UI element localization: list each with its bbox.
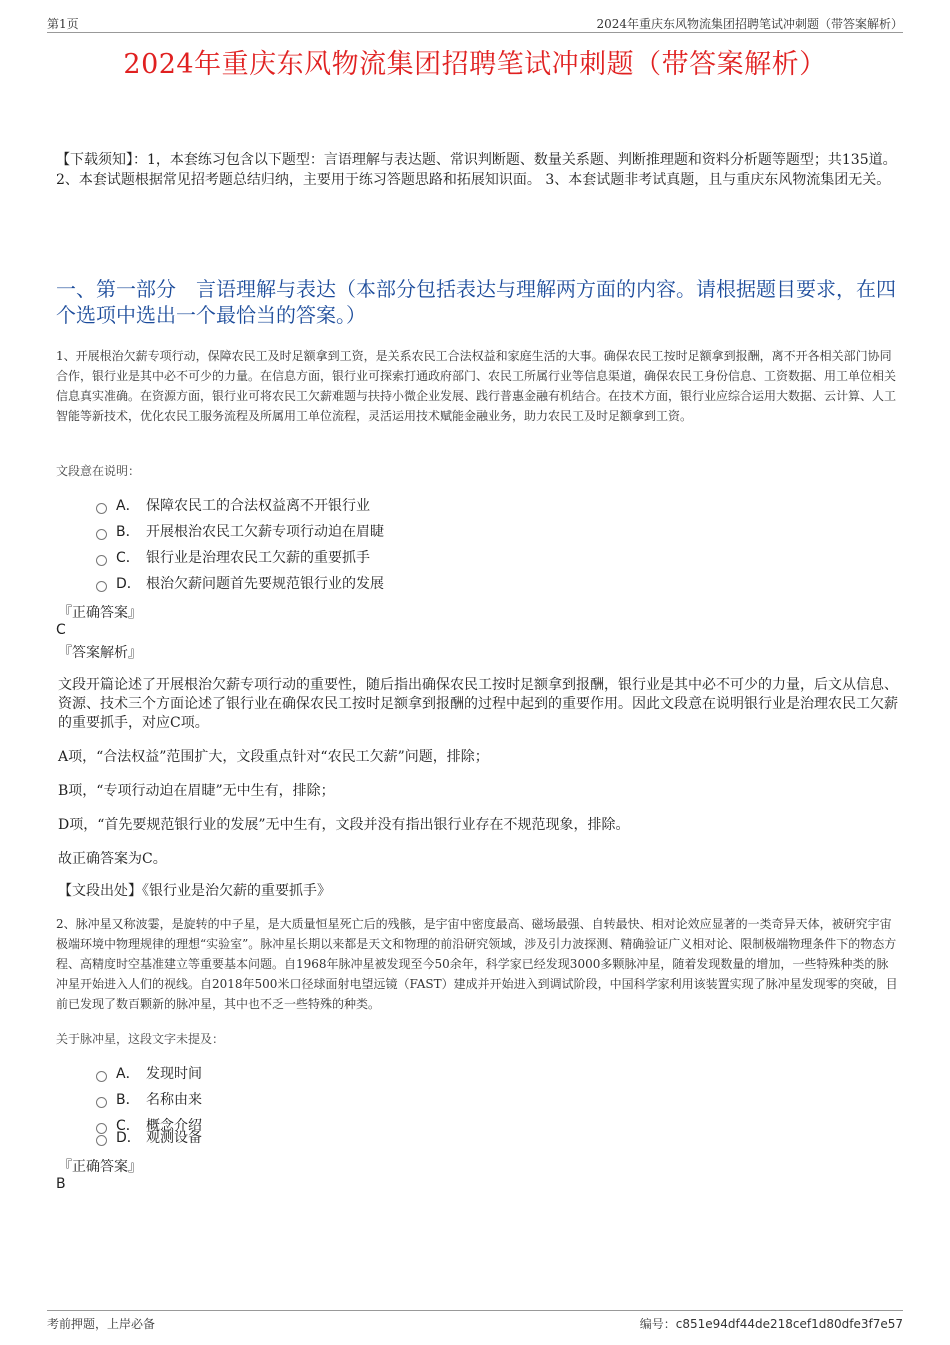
q2-passage: 2、脉冲星又称波霎，是旋转的中子星，是大质量恒星死亡后的残骸，是宇宙中密度最高、磁场最强、自转最快、相对论效应显著的一类奇异天体，被研究宇宙极端环境中物理规律的理想“实验室”。脉冲星长期以来都是天文和物理的前沿研究领域，涉及引力波探测、精确验证广义相对论、限制极端物理条件下的物态方程、高精度时空基准建立等重要基本问题。自1968年脉冲星被发现至今50余年，科学家已经发现3000多颗脉冲星，随着发现数量的增加，一些特殊种类的脉冲星开始进入人们的视线。自2018年500米口径球面射电望远镜（FAST）建成并开始进入到调试阶段，中国科学家利用该装置实现了脉冲星发现零的突破，目前已发现了数百颗新的脉冲星，其中也不乏一些特殊的种类。: [56, 917, 898, 1011]
q1-option-b[interactable]: B． 开展根治农民工欠薪专项行动迫在眉睫: [96, 522, 384, 542]
q2-option-b[interactable]: B． 名称由来: [96, 1090, 202, 1110]
q1-analysis: 文段开篇论述了开展根治欠薪专项行动的重要性，随后指出确保农民工按时足额拿到报酬，银行业是其中必不可少的力量，后文从信息、资源、技术三个方面论述了银行业在确保农民工按时足额拿到报酬的过程中起到的重要作用。因此文段意在说明银行业是治理农民工欠薪的重要抓手，对应C项。: [58, 677, 898, 731]
radio-icon[interactable]: [96, 555, 107, 566]
q2-option-d[interactable]: D． 观测设备: [96, 1128, 202, 1148]
q2-option-a[interactable]: A． 发现时间: [96, 1064, 202, 1084]
section-heading: 一、第一部分 言语理解与表达（本部分包括表达与理解两方面的内容。请根据题目要求，在四个选项中选出一个最恰当的答案。）: [56, 277, 896, 327]
q2-stem: 关于脉冲星，这段文字未提及：: [56, 1032, 225, 1046]
q1-analysis-b: B项，“专项行动迫在眉睫”无中生有，排除；: [58, 783, 335, 799]
radio-icon[interactable]: [96, 1097, 107, 1108]
q2-option-c[interactable]: C． 概念介绍: [96, 1116, 202, 1136]
radio-icon[interactable]: [96, 581, 107, 592]
footer-doc-id: 编号：c851e94df44de218cef1d80dfe3f7e57: [639, 1317, 903, 1331]
q2-answer-label: 『正确答案』: [58, 1159, 142, 1175]
q2-answer: B: [56, 1176, 66, 1192]
q1-answer: C: [56, 622, 66, 638]
download-notice: 【下载须知】：1，本套练习包含以下题型：言语理解与表达题、常识判断题、数量关系题、判断推理题和资料分析题等题型；共135道。 2、本套试题根据常见招考题总结归纳，主要用于练习答题思路和拓展知识面。 3、本套试题非考试真题，且与重庆东风物流集团无关。: [56, 152, 897, 188]
q1-analysis-a: A项，“合法权益”范围扩大，文段重点针对“农民工欠薪”问题，排除；: [58, 749, 489, 765]
header-doc-title: 2024年重庆东风物流集团招聘笔试冲刺题（带答案解析）: [596, 17, 903, 31]
radio-icon[interactable]: [96, 1135, 107, 1146]
radio-icon[interactable]: [96, 529, 107, 540]
q1-analysis-label: 『答案解析』: [58, 645, 142, 661]
q1-option-c[interactable]: C． 银行业是治理农民工欠薪的重要抓手: [96, 548, 370, 568]
page-number: 第1页: [47, 17, 79, 31]
q1-option-d[interactable]: D． 根治欠薪问题首先要规范银行业的发展: [96, 574, 384, 594]
q1-analysis-d: D项，“首先要规范银行业的发展”无中生有，文段并没有指出银行业存在不规范现象，排除。: [58, 817, 630, 833]
footer-slogan: 考前押题，上岸必备: [47, 1317, 156, 1331]
q1-answer-label: 『正确答案』: [58, 605, 142, 621]
q1-source: 【文段出处】《银行业是治欠薪的重要抓手》: [58, 883, 331, 899]
radio-icon[interactable]: [96, 503, 107, 514]
q1-passage: 1、开展根治欠薪专项行动，保障农民工及时足额拿到工资，是关系农民工合法权益和家庭生活的大事。确保农民工按时足额拿到报酬，离不开各相关部门协同合作，银行业是其中必不可少的力量。在信息方面，银行业可探索打通政府部门、农民工所属行业等信息渠道，确保农民工身份信息、工资数据、用工单位相关信息真实准确。在资源方面，银行业可将农民工欠薪难题与扶持小微企业发展、践行普惠金融有机结合。在技术方面，银行业应综合运用大数据、云计算、人工智能等新技术，优化农民工服务流程及所属用工单位流程，灵活运用技术赋能金融业务，助力农民工及时足额拿到工资。: [56, 349, 897, 423]
radio-icon[interactable]: [96, 1071, 107, 1082]
page-footer: [47, 1310, 903, 1335]
q1-option-a[interactable]: A． 保障农民工的合法权益离不开银行业: [96, 496, 370, 516]
page-header: [47, 14, 903, 33]
q1-stem: 文段意在说明：: [56, 464, 141, 478]
page-title: 2024年重庆东风物流集团招聘笔试冲刺题（带答案解析）: [123, 49, 827, 80]
q1-conclusion: 故正确答案为C。: [58, 851, 167, 867]
